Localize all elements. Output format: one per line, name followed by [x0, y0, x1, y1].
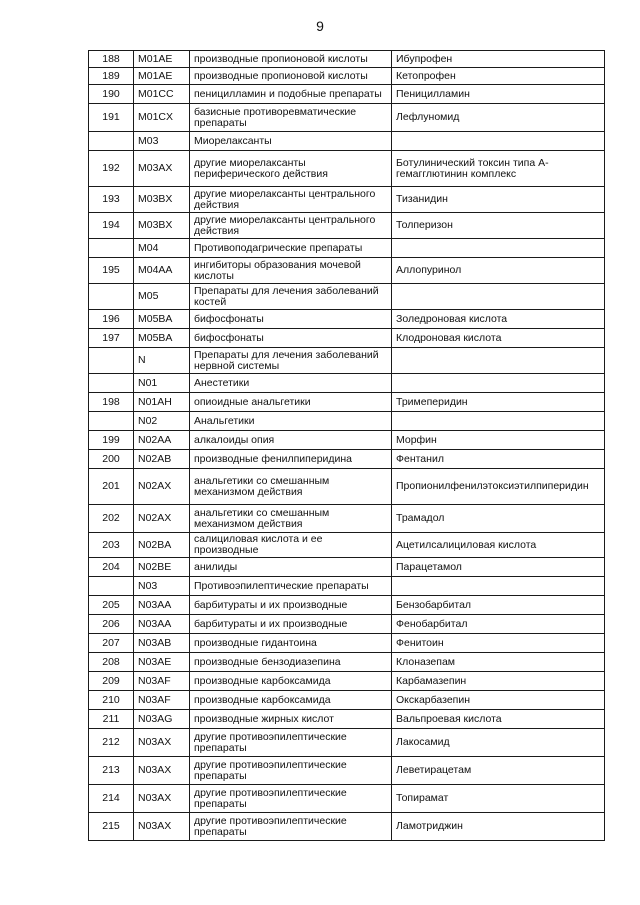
table-row: [89, 533, 605, 558]
row-number-cell: [89, 412, 134, 431]
table-row: [89, 813, 605, 841]
drug-name-cell: Трамадол: [392, 505, 605, 533]
row-number-cell: 198: [89, 393, 134, 412]
atc-code-cell: N: [134, 348, 190, 374]
drug-name-cell: Золедроновая кислота: [392, 310, 605, 329]
table-row: [89, 412, 605, 431]
table-row: [89, 634, 605, 653]
drug-name-cell: [392, 132, 605, 151]
atc-code-cell: M01CC: [134, 85, 190, 104]
drug-group-cell: анилиды: [190, 558, 392, 577]
table-row: [89, 348, 605, 374]
row-number-cell: [89, 374, 134, 393]
atc-code-cell: N03: [134, 577, 190, 596]
drug-group-cell: Препараты для лечения заболеваний нервной системы: [190, 348, 392, 374]
atc-code-cell: N03AE: [134, 653, 190, 672]
table-row: [89, 132, 605, 151]
atc-code-cell: N03AX: [134, 813, 190, 841]
atc-code-cell: M03BX: [134, 213, 190, 239]
row-number-cell: 197: [89, 329, 134, 348]
atc-code-cell: N03AX: [134, 785, 190, 813]
table-row: [89, 757, 605, 785]
drug-group-cell: барбитураты и их производные: [190, 615, 392, 634]
table-row: [89, 284, 605, 310]
row-number-cell: 207: [89, 634, 134, 653]
table-row: [89, 85, 605, 104]
table-row: [89, 615, 605, 634]
drug-name-cell: Ибупрофен: [392, 51, 605, 68]
drug-name-cell: Клодроновая кислота: [392, 329, 605, 348]
atc-code-cell: N02BE: [134, 558, 190, 577]
table-row: [89, 213, 605, 239]
drug-group-cell: Миорелаксанты: [190, 132, 392, 151]
drug-group-cell: другие противоэпилептические препараты: [190, 813, 392, 841]
drug-name-cell: [392, 239, 605, 258]
row-number-cell: 191: [89, 104, 134, 132]
row-number-cell: 204: [89, 558, 134, 577]
drug-name-cell: Пропионилфенилэтоксиэтилпиперидин: [392, 469, 605, 505]
atc-code-cell: N03AX: [134, 757, 190, 785]
row-number-cell: 196: [89, 310, 134, 329]
drug-group-cell: бифосфонаты: [190, 329, 392, 348]
drug-group-cell: ингибиторы образования мочевой кислоты: [190, 258, 392, 284]
drug-name-cell: Ботулинический токсин типа А-гемагглютинин комплекс: [392, 151, 605, 187]
table-row: [89, 505, 605, 533]
table-row: [89, 729, 605, 757]
table-row: [89, 68, 605, 85]
row-number-cell: 190: [89, 85, 134, 104]
table-row: [89, 469, 605, 505]
drug-group-cell: салициловая кислота и ее производные: [190, 533, 392, 558]
drug-name-cell: [392, 412, 605, 431]
drug-group-cell: анальгетики со смешанным механизмом действия: [190, 469, 392, 505]
drug-group-cell: другие противоэпилептические препараты: [190, 757, 392, 785]
atc-code-cell: M05: [134, 284, 190, 310]
drug-group-cell: бифосфонаты: [190, 310, 392, 329]
atc-code-cell: M04: [134, 239, 190, 258]
atc-code-cell: M01AE: [134, 68, 190, 85]
drug-name-cell: Фенобарбитал: [392, 615, 605, 634]
atc-code-cell: N01: [134, 374, 190, 393]
drug-group-cell: другие миорелаксанты периферического действия: [190, 151, 392, 187]
table-body: [89, 51, 605, 841]
table-row: [89, 785, 605, 813]
table-row: [89, 393, 605, 412]
drug-group-cell: пеницилламин и подобные препараты: [190, 85, 392, 104]
drug-name-cell: Аллопуринол: [392, 258, 605, 284]
row-number-cell: 214: [89, 785, 134, 813]
drug-name-cell: [392, 284, 605, 310]
drug-name-cell: Лакосамид: [392, 729, 605, 757]
drug-name-cell: Лефлуномид: [392, 104, 605, 132]
drug-group-cell: другие противоэпилептические препараты: [190, 729, 392, 757]
table-row: [89, 672, 605, 691]
row-number-cell: 200: [89, 450, 134, 469]
atc-code-cell: M04AA: [134, 258, 190, 284]
drug-group-cell: Препараты для лечения заболеваний костей: [190, 284, 392, 310]
table-row: [89, 450, 605, 469]
drug-group-cell: производные карбоксамида: [190, 672, 392, 691]
atc-code-cell: N02BA: [134, 533, 190, 558]
drug-group-cell: производные жирных кислот: [190, 710, 392, 729]
row-number-cell: 208: [89, 653, 134, 672]
drug-group-cell: производные фенилпиперидина: [190, 450, 392, 469]
row-number-cell: 211: [89, 710, 134, 729]
table-row: [89, 51, 605, 68]
atc-code-cell: N03AF: [134, 691, 190, 710]
drug-group-cell: другие миорелаксанты центрального действия: [190, 213, 392, 239]
drug-group-cell: производные пропионовой кислоты: [190, 68, 392, 85]
drug-name-cell: Фенитоин: [392, 634, 605, 653]
row-number-cell: 188: [89, 51, 134, 68]
drug-name-cell: Кетопрофен: [392, 68, 605, 85]
drug-group-cell: другие противоэпилептические препараты: [190, 785, 392, 813]
table-row: [89, 577, 605, 596]
atc-code-cell: N03AB: [134, 634, 190, 653]
table-row: [89, 329, 605, 348]
table-row: [89, 596, 605, 615]
table-row: [89, 104, 605, 132]
atc-code-cell: N03AA: [134, 615, 190, 634]
table-row: [89, 187, 605, 213]
drug-name-cell: Тизанидин: [392, 187, 605, 213]
row-number-cell: 205: [89, 596, 134, 615]
drug-name-cell: Пеницилламин: [392, 85, 605, 104]
atc-code-cell: M05BA: [134, 329, 190, 348]
table-row: [89, 151, 605, 187]
drug-group-cell: Противоэпилептические препараты: [190, 577, 392, 596]
drug-group-cell: барбитураты и их производные: [190, 596, 392, 615]
row-number-cell: [89, 132, 134, 151]
row-number-cell: 199: [89, 431, 134, 450]
drug-name-cell: [392, 348, 605, 374]
drug-group-cell: производные гидантоина: [190, 634, 392, 653]
table-row: [89, 710, 605, 729]
drug-name-cell: Окскарбазепин: [392, 691, 605, 710]
atc-code-cell: N03AA: [134, 596, 190, 615]
row-number-cell: 202: [89, 505, 134, 533]
row-number-cell: 203: [89, 533, 134, 558]
atc-code-cell: N02AX: [134, 469, 190, 505]
row-number-cell: 213: [89, 757, 134, 785]
drug-group-cell: производные пропионовой кислоты: [190, 51, 392, 68]
table-row: [89, 558, 605, 577]
row-number-cell: [89, 348, 134, 374]
row-number-cell: [89, 284, 134, 310]
atc-code-cell: N03AX: [134, 729, 190, 757]
drug-name-cell: [392, 374, 605, 393]
atc-code-cell: N02AX: [134, 505, 190, 533]
drug-name-cell: Вальпроевая кислота: [392, 710, 605, 729]
row-number-cell: [89, 577, 134, 596]
drug-name-cell: Леветирацетам: [392, 757, 605, 785]
drug-group-cell: Анестетики: [190, 374, 392, 393]
atc-code-cell: M03: [134, 132, 190, 151]
drug-group-cell: Противоподагрические препараты: [190, 239, 392, 258]
drug-group-cell: другие миорелаксанты центрального действия: [190, 187, 392, 213]
atc-code-cell: N02AA: [134, 431, 190, 450]
drug-name-cell: Парацетамол: [392, 558, 605, 577]
row-number-cell: 209: [89, 672, 134, 691]
drug-name-cell: Ацетилсалициловая кислота: [392, 533, 605, 558]
row-number-cell: 201: [89, 469, 134, 505]
atc-code-cell: M03BX: [134, 187, 190, 213]
row-number-cell: 215: [89, 813, 134, 841]
drug-name-cell: Толперизон: [392, 213, 605, 239]
drug-name-cell: Бензобарбитал: [392, 596, 605, 615]
atc-code-cell: N02AB: [134, 450, 190, 469]
drug-name-cell: Ламотриджин: [392, 813, 605, 841]
drug-group-cell: производные бензодиазепина: [190, 653, 392, 672]
drug-table: [88, 50, 605, 841]
drug-name-cell: Топирамат: [392, 785, 605, 813]
row-number-cell: 206: [89, 615, 134, 634]
drug-name-cell: Фентанил: [392, 450, 605, 469]
atc-code-cell: M05BA: [134, 310, 190, 329]
table-row: [89, 374, 605, 393]
row-number-cell: 212: [89, 729, 134, 757]
atc-code-cell: N03AF: [134, 672, 190, 691]
row-number-cell: 193: [89, 187, 134, 213]
row-number-cell: 195: [89, 258, 134, 284]
drug-name-cell: Карбамазепин: [392, 672, 605, 691]
drug-group-cell: Анальгетики: [190, 412, 392, 431]
table-row: [89, 310, 605, 329]
drug-name-cell: Клоназепам: [392, 653, 605, 672]
table-row: [89, 431, 605, 450]
table-row: [89, 653, 605, 672]
row-number-cell: 210: [89, 691, 134, 710]
drug-name-cell: [392, 577, 605, 596]
row-number-cell: 189: [89, 68, 134, 85]
drug-group-cell: анальгетики со смешанным механизмом действия: [190, 505, 392, 533]
drug-name-cell: Тримеперидин: [392, 393, 605, 412]
page-number: 9: [316, 18, 324, 34]
drug-group-cell: базисные противоревматические препараты: [190, 104, 392, 132]
atc-code-cell: N01AH: [134, 393, 190, 412]
table-row: [89, 239, 605, 258]
atc-code-cell: M01AE: [134, 51, 190, 68]
table-row: [89, 258, 605, 284]
drug-group-cell: производные карбоксамида: [190, 691, 392, 710]
row-number-cell: 194: [89, 213, 134, 239]
row-number-cell: [89, 239, 134, 258]
atc-code-cell: M01CX: [134, 104, 190, 132]
drug-name-cell: Морфин: [392, 431, 605, 450]
table-row: [89, 691, 605, 710]
atc-code-cell: M03AX: [134, 151, 190, 187]
drug-group-cell: алкалоиды опия: [190, 431, 392, 450]
row-number-cell: 192: [89, 151, 134, 187]
atc-code-cell: N02: [134, 412, 190, 431]
drug-group-cell: опиоидные анальгетики: [190, 393, 392, 412]
atc-code-cell: N03AG: [134, 710, 190, 729]
